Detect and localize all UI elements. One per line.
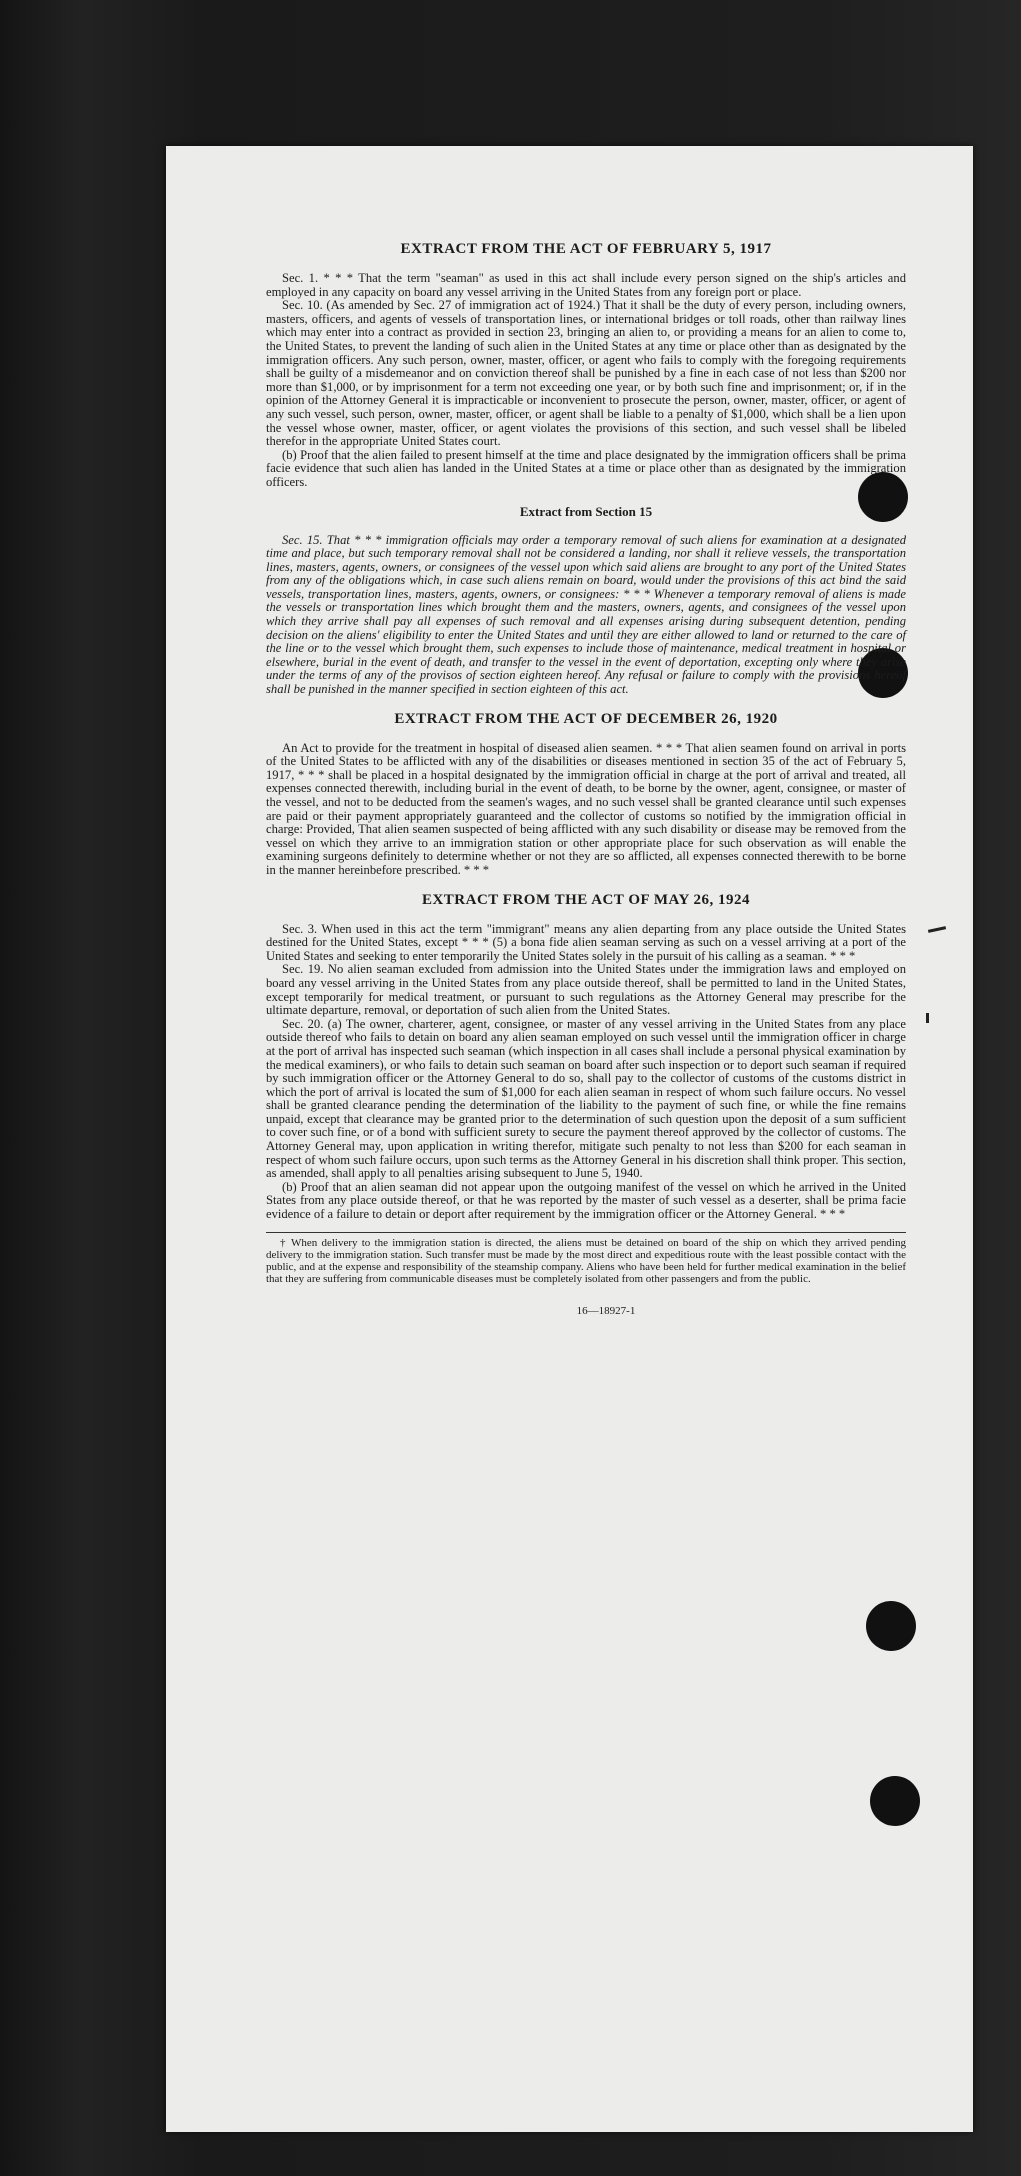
paragraph-sec-20b: (b) Proof that an alien seaman did not appear upon the outgoing manifest of the vessel on which he arrived in the United States from any place outside thereof, or that he was reported by the master of such vessel as a deserter, shall be prima facie evidence of a failure to detain or deport after requirement by the immigration officer or the Attorney General. * * *	[266, 1179, 906, 1222]
paragraph-sec-19: Sec. 19. No alien seaman excluded from admission into the United States under the immigration laws and employed on board any vessel arriving in the United States from any place outside thereof, shall be permitted to land in the United States, except temporarily for medical treatment, or pursuant to such regulations as the Attorney General may prescribe for the ultimate departure, removal, or deportation of such alien from the United States.	[266, 962, 906, 1018]
paragraph-sec-1: Sec. 1. * * * That the term "seaman" as used in this act shall include every person signed on the ship's articles and employed in any capacity on board any vessel arriving in the United States from any foreign port or place.	[266, 271, 906, 299]
margin-mark	[928, 926, 946, 933]
document-number: 16—18927-1	[576, 1304, 636, 1317]
paragraph-sec-10b: (b) Proof that the alien failed to present himself at the time and place designated by the immigration officers shall be prima facie evidence that such alien has landed in the United States at a time or place other than as designated by the immigration officers.	[266, 447, 906, 489]
footnote: † When delivery to the immigration station is directed, the aliens must be detained on board of the ship on which they arrived pending delivery to the immigration station. Such transfer must be made by the most direct and expeditious route with the least possible contact with the public, and at the expense and responsibility of the steamship company. Aliens who have been held for further medical examination in the belief that they are suffering from communicable diseases must be completely isolated from other passengers and from the public.	[266, 1236, 906, 1285]
footnote-rule	[266, 1232, 906, 1233]
document-page	[166, 146, 973, 2132]
section-heading-feb-1917: EXTRACT FROM THE ACT OF FEBRUARY 5, 1917	[400, 241, 772, 257]
section-heading-dec-1920: EXTRACT FROM THE ACT OF DECEMBER 26, 1920	[394, 710, 778, 727]
section-heading-may-1924: EXTRACT FROM THE ACT OF MAY 26, 1924	[421, 891, 751, 908]
paragraph-sec-3: Sec. 3. When used in this act the term "immigrant" means any alien departing from any place outside the United States destined for the United States, except * * * (5) a bona fide alien seaman serving as such on a vessel arriving at a port of the United States and seeking to enter temporarily the United States solely in the pursuit of his calling as a seaman. * * *	[266, 921, 906, 963]
paragraph-sec-10: Sec. 10. (As amended by Sec. 27 of immigration act of 1924.) That it shall be the duty of every person, including owners, masters, officers, and agents of vessels of transportation lines, or international bridges or toll roads, other than railway lines which may enter into a contract as provided in section 23, bringing an alien to, or providing a means for an alien to come to, the United States, to prevent the landing of such alien in the United States at any time or place other than as designated by the immigration officers. Any such person, owner, master, officer, or agent who fails to comply with the foregoing requirements shall be guilty of a misdemeanor and on conviction thereof shall be punished by a fine in each case of not less than $200 nor more than $1,000, or by imprisonment for a term not exceeding one year, or by both such fine and imprisonment; or, if in the opinion of the Attorney General it is impracticable or inconvenient to prosecute the person, owner, master, officer, or agent of any such vessel, such person, owner, master, officer, or agent shall be liable to a penalty of $1,000, which shall be a lien upon the vessel whose owner, master, officer, or agent violates the provisions of this section, and such vessel shall be libeled therefor in the appropriate United States court.	[266, 298, 906, 449]
punch-hole-3	[866, 1601, 916, 1651]
section-heading-sec-15: Extract from Section 15	[519, 503, 653, 519]
document-content	[266, 241, 906, 1317]
paragraph-sec-15: Sec. 15. That * * * immigration officials may order a temporary removal of such aliens for examination at a designated time and place, but such temporary removal shall not be considered a landing, nor shall it relieve vessels, the transportation lines, masters, agents, owners, or consignees of the vessel upon which said aliens are brought to any port of the United States from any of the obligations which, in case such aliens remain on board, would under the provisions of this act bind the said vessels, transportation lines, masters, agents, owners, or consignees: * * * Whenever a temporary removal of aliens is made the vessels or transportation lines which brought them and the masters, owners, agents, and consignees of the vessel upon which they arrive shall pay all expenses of such removal and all expenses arising during subsequent detention, pending decision on the aliens' eligibility to enter the United States and until they are either allowed to land or returned to the care of the line or to the vessel which brought them, such expenses to include those of maintenance, medical treatment in hospital or elsewhere, burial in the event of death, and transfer to the vessel in the event of deportation, excepting only where they arise under the terms of any of the provisos of section eighteen hereof. Any refusal or failure to comply with the provisions hereof shall be punished in the manner specified in section eighteen of this act.	[266, 532, 906, 697]
margin-mark	[926, 1013, 929, 1023]
paragraph-act-1920: An Act to provide for the treatment in hospital of diseased alien seamen. * * * That alien seamen found on arrival in ports of the United States to be afflicted with any of the disabilities or diseases mentioned in section 35 of the act of February 5, 1917, * * * shall be placed in a hospital designated by the immigration official in charge at the port of arrival and treated, all expenses connected therewith, including burial in the event of death, to be borne by the owner, agent, consignee, or master of the vessel, and not to be deducted from the seamen's wages, and no such vessel shall be granted clearance until such expenses are paid or their payment appropriately guaranteed and the collector of customs so notified by the immigration official in charge: Provided, That alien seamen suspected of being afflicted with any such disability or disease may be removed from the vessel on which they arrive to an immigration station or other appropriate place for such observation as will enable the examining surgeons definitely to determine whether or not they are so afflicted, all expenses connected therewith to be borne in the manner hereinbefore prescribed. * * *	[266, 740, 906, 877]
paragraph-sec-20a: Sec. 20. (a) The owner, charterer, agent, consignee, or master of any vessel arriving in the United States from any place outside thereof who fails to detain on board any alien seaman employed on such vessel until the immigration officer in charge at the port of arrival has inspected such seaman (which inspection in all cases shall include a personal physical examination by the medical examiners), or who fails to detain such seaman on board after such inspection or to deport such seaman if required by such immigration officer or the Attorney General to do so, shall pay to the collector of customs of the customs district in which the port of arrival is located the sum of $1,000 for each alien seaman in respect of whom such failure occurs. No vessel shall be granted clearance pending the determination of the liability to the payment of such fine, or while the fine remains unpaid, except that clearance may be granted prior to the determination of such question upon the deposit of a sum sufficient to cover such fine, or of a bond with sufficient surety to secure the payment thereof approved by the collector of customs. The Attorney General may, upon application in writing therefor, mitigate such penalty to not less than $200 for each seaman in respect of whom such failure occurs, upon such terms as the Attorney General in his discretion shall think proper. This section, as amended, shall apply to all penalties arising subsequent to June 5, 1940.	[266, 1016, 906, 1181]
punch-hole-4	[870, 1776, 920, 1826]
